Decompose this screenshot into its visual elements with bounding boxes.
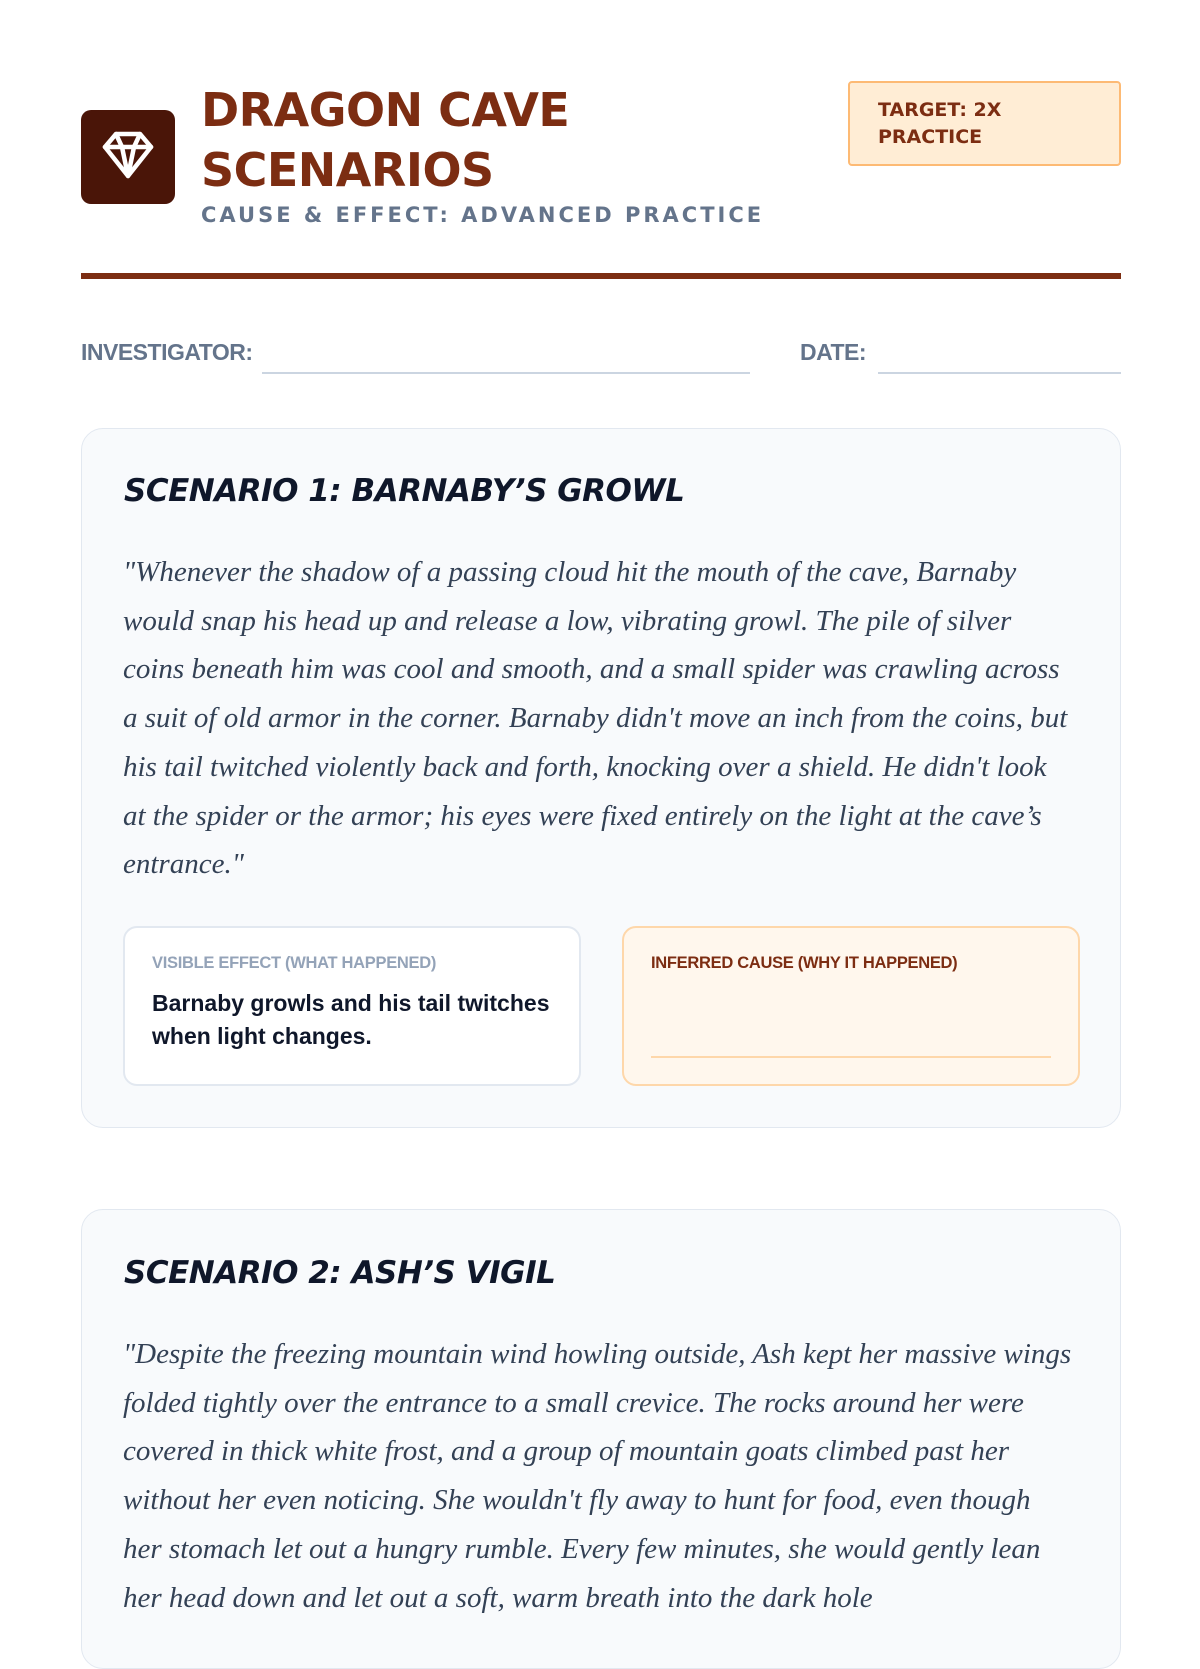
header-divider (81, 273, 1121, 279)
inferred-cause-answer-field[interactable] (651, 1056, 1051, 1058)
scenario-card (81, 1209, 1121, 1669)
scenario-title: SCENARIO 2: ASH’S VIGIL (124, 1255, 556, 1291)
gem-icon (102, 131, 154, 184)
scenario-narrative: "Whenever the shadow of a passing cloud hit the mouth of the cave, Barnaby would snap his head up and release a low, vibrating growl. The pile of silver coins beneath him was cool and smooth, and a small spider was crawling across a suit of old armor in the corner. Barnaby didn't move an inch from the coins, but his tail twitched violently back and forth, knocking over a shield. He didn't look at the spider or the armor; his eyes were fixed entirely on the light at the cave’s entrance." (123, 556, 1068, 881)
visible-effect-text: Barnaby growls and his tail twitches when light changes. (152, 990, 550, 1049)
logo (81, 110, 175, 204)
scenario-narrative: "Despite the freezing mountain wind howling outside, Ash kept her massive wings folded tightly over the entrance to a small crevice. The rocks around her were covered in thick white frost, and a group of mountain goats climbed past her without her even noticing. She wouldn't fly away to hunt for food, even though her stomach let out a hungry rumble. Every few minutes, she would gently lean her head down and let out a soft, warm breath into the dark hole (123, 1338, 1072, 1614)
inferred-cause-box (622, 926, 1080, 1086)
investigator-label: INVESTIGATOR: (81, 339, 253, 365)
inferred-cause-label: INFERRED CAUSE (WHY IT HAPPENED) (651, 954, 958, 972)
visible-effect-label: VISIBLE EFFECT (WHAT HAPPENED) (152, 954, 437, 972)
scenario-title: SCENARIO 1: BARNABY’S GROWL (124, 473, 685, 509)
page-title: DRAGON CAVE SCENARIOS (201, 83, 570, 197)
page-subtitle: CAUSE & EFFECT: ADVANCED PRACTICE (201, 203, 765, 227)
worksheet-header (81, 0, 1121, 282)
visible-effect-box (123, 926, 581, 1086)
scenario-card (81, 428, 1121, 1128)
target-badge: TARGET: 2X PRACTICE (848, 81, 1121, 166)
investigator-field[interactable] (262, 372, 750, 374)
date-field[interactable] (878, 372, 1121, 374)
date-label: DATE: (800, 339, 867, 365)
